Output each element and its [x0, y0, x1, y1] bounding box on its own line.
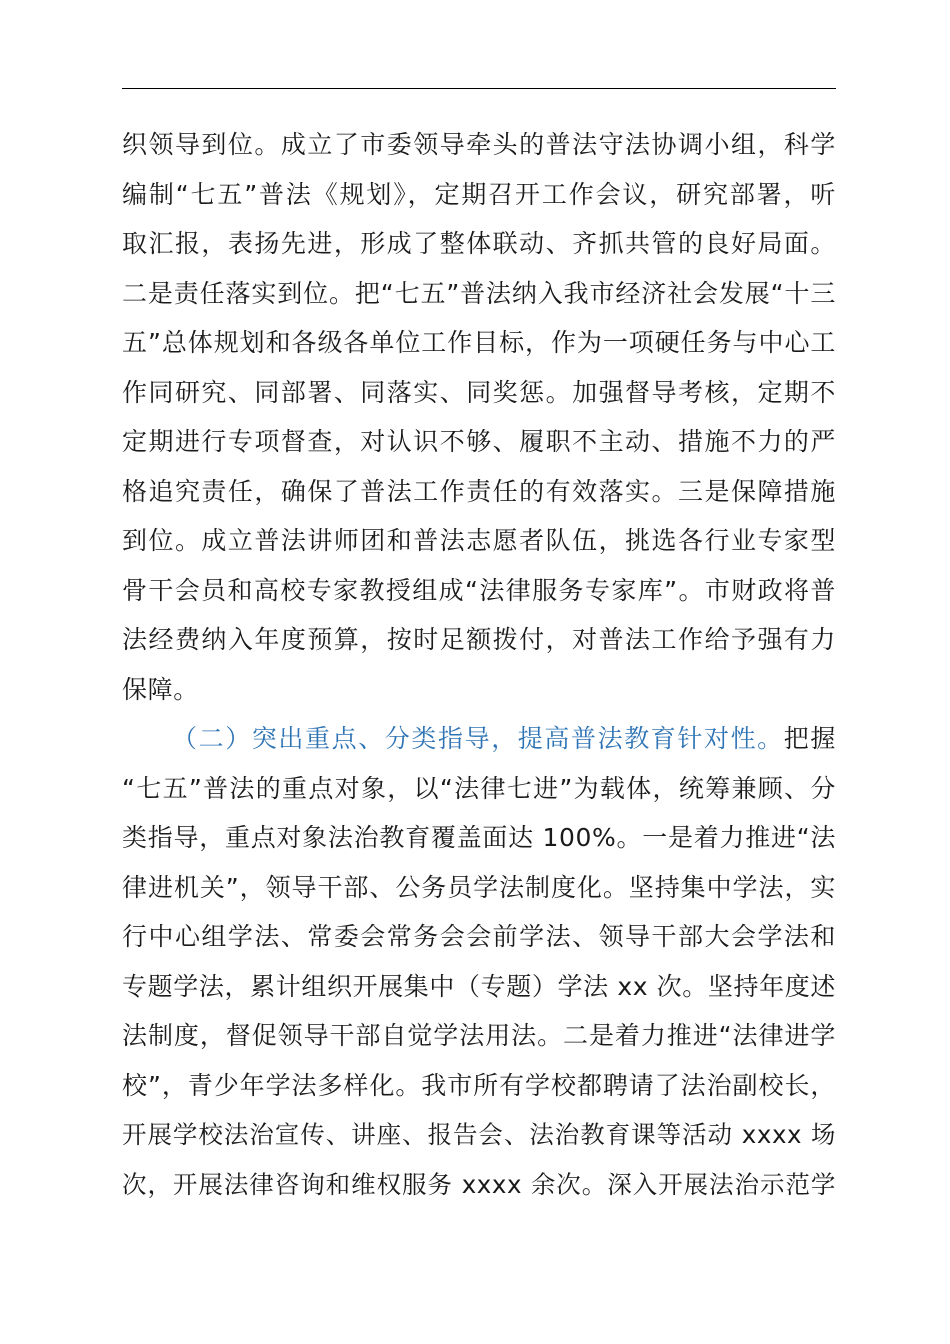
text-line: 律进机关”，领导干部、公务员学法制度化。坚持集中学法，实: [122, 872, 836, 902]
section-heading-tail: 把握: [783, 724, 836, 753]
section-heading: （二）突出重点、分类指导，提高普法教育针对性。: [172, 724, 784, 753]
text-line: 类指导，重点对象法治教育覆盖面达 100%。一是着力推进“法: [122, 823, 836, 852]
header-rule: [122, 88, 836, 89]
text-line: 骨干会员和高校专家教授组成“法律服务专家库”。市财政将普: [122, 575, 836, 605]
text-line: “七五”普法的重点对象，以“法律七进”为载体，统筹兼顾、分: [122, 773, 836, 803]
text-line: 格追究责任，确保了普法工作责任的有效落实。三是保障措施: [122, 476, 836, 506]
text-line: 到位。成立普法讲师团和普法志愿者队伍，挑选各行业专家型: [122, 526, 836, 555]
text-line: 专题学法，累计组织开展集中（专题）学法 xx 次。坚持年度述: [122, 971, 836, 1001]
text-line: 行中心组学法、常委会常务会会前学法、领导干部大会学法和: [122, 922, 836, 951]
text-line: 校”，青少年学法多样化。我市所有学校都聘请了法治副校长，: [122, 1070, 836, 1100]
text-line: 定期进行专项督查，对认识不够、履职不主动、措施不力的严: [122, 427, 836, 456]
text-line: 二是责任落实到位。把“七五”普法纳入我市经济社会发展“十三: [122, 278, 836, 308]
document-body: [122, 120, 836, 1209]
text-line: 保障。: [122, 674, 199, 704]
section-heading-line: [122, 714, 836, 764]
text-line: 五”总体规划和各级各单位工作目标，作为一项硬任务与中心工: [122, 328, 836, 357]
text-line: 法经费纳入年度预算，按时足额拨付，对普法工作给予强有力: [122, 625, 836, 654]
text-line: 次，开展法律咨询和维权服务 xxxx 余次。深入开展法治示范学: [122, 1169, 836, 1199]
text-line: 开展学校法治宣传、讲座、报告会、法治教育课等活动 xxxx 场: [122, 1120, 836, 1149]
text-line: 法制度，督促领导干部自觉学法用法。二是着力推进“法律进学: [122, 1021, 836, 1050]
text-line: 作同研究、同部署、同落实、同奖惩。加强督导考核，定期不: [122, 377, 836, 407]
text-line: 编制“七五”普法《规划》，定期召开工作会议，研究部署，听: [122, 179, 836, 209]
text-line: 织领导到位。成立了市委领导牵头的普法守法协调小组，科学: [122, 130, 836, 159]
text-line: 取汇报，表扬先进，形成了整体联动、齐抓共管的良好局面。: [122, 229, 836, 258]
